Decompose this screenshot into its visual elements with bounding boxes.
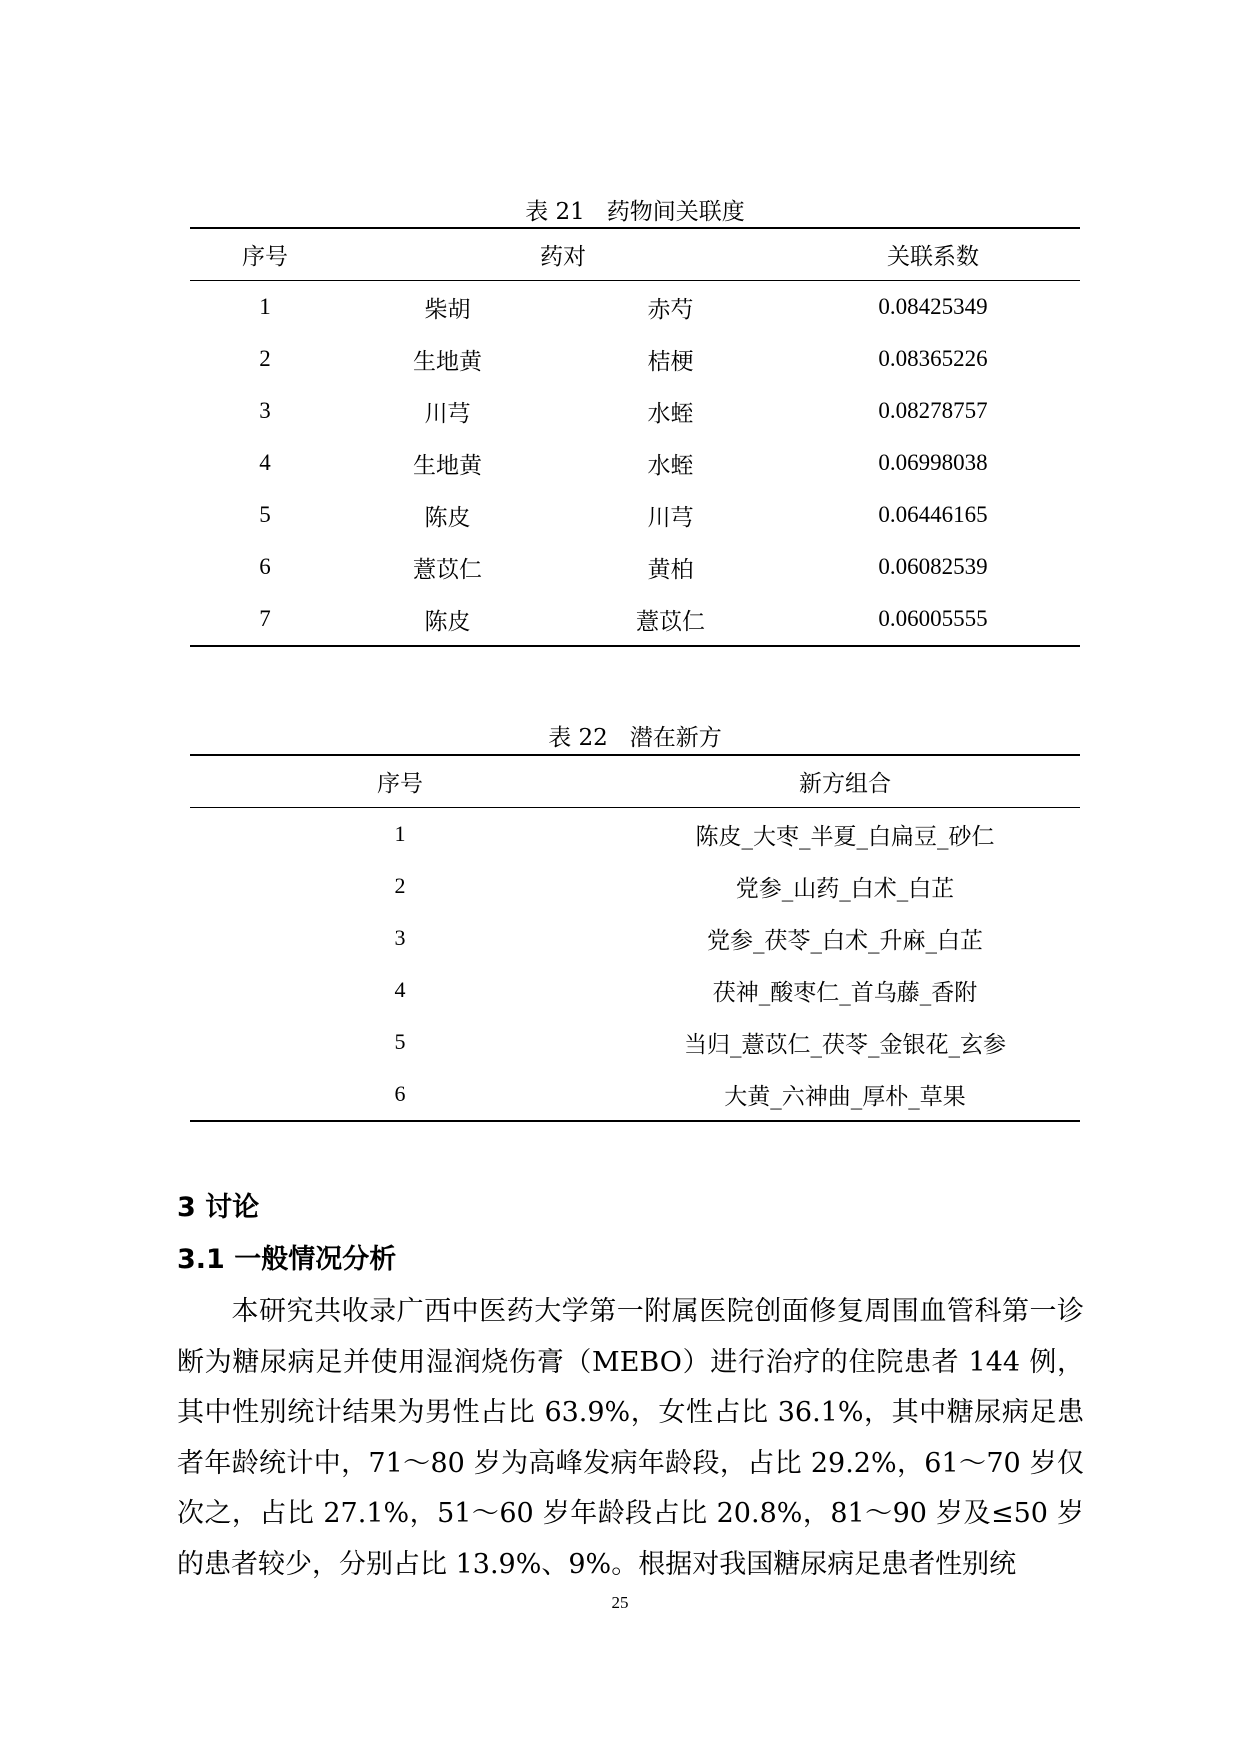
table-22: [190, 754, 1080, 1122]
col-header-formula: 新方组合: [610, 755, 1080, 808]
table-row: [190, 593, 1080, 646]
table-cell: 水蛭: [647, 400, 694, 427]
table-cell: 0.08425349: [878, 294, 988, 319]
table-cell: 6: [394, 1081, 406, 1106]
table-cell: 5: [259, 502, 271, 527]
table-row: [190, 281, 1080, 334]
table-cell: 0.08278757: [878, 398, 988, 423]
table-cell: 川芎: [424, 400, 471, 427]
table-row: [190, 1068, 1080, 1121]
table-cell: 赤芍: [647, 296, 694, 323]
table-cell: 2: [259, 346, 271, 371]
col-header-index: 序号: [190, 228, 340, 281]
table-header-row: [190, 228, 1080, 281]
table-22-caption: 表 22 潜在新方: [548, 725, 722, 751]
table-cell: 柴胡: [424, 296, 471, 323]
table-row: [190, 333, 1080, 385]
table-row: [190, 1016, 1080, 1068]
table-cell: 陈皮_大枣_半夏_白扁豆_砂仁: [695, 823, 995, 850]
table-cell: 党参_山药_白术_白芷: [735, 875, 955, 902]
table-cell: 1: [259, 294, 271, 319]
table-row: [190, 385, 1080, 437]
col-header-index: 序号: [190, 755, 610, 808]
table-cell: 薏苡仁: [413, 556, 482, 583]
body-paragraph: [177, 1287, 1084, 1591]
table-cell: 生地黄: [413, 452, 482, 479]
table-cell: 川芎: [647, 504, 694, 531]
table-cell: 4: [394, 977, 406, 1002]
col-header-coefficient: 关联系数: [786, 228, 1080, 281]
paragraph-text: 本研究共收录广西中医药大学第一附属医院创面修复周围血管科第一诊断为糖尿病足并使用湿润烧伤膏（MEBO）进行治疗的住院患者 144 例，其中性别统计结果为男性占比 63.9%，女性占比 36.1%，其中糖尿病足患者年龄统计中，71～80 岁为高峰发病年龄段，占比 29.2%，61～70 岁仅次之，占比 27.1%，51～60 岁年龄段占比 20.8%，81～90 岁及≤50 岁的患者较少，分别占比 13.9%、9%。根据对我国糖尿病足患者性别统: [177, 1296, 1084, 1580]
table-cell: 3: [394, 925, 406, 950]
table-header-row: [190, 755, 1080, 808]
table-row: [190, 541, 1080, 593]
table-cell: 4: [259, 450, 271, 475]
table-cell: 水蛭: [647, 452, 694, 479]
table-row: [190, 437, 1080, 489]
table-cell: 7: [259, 606, 271, 631]
table-cell: 0.06446165: [878, 502, 988, 527]
table-cell: 2: [394, 873, 406, 898]
table-cell: 0.08365226: [878, 346, 988, 371]
table-row: [190, 489, 1080, 541]
col-header-drug-pair: 药对: [340, 228, 786, 281]
table-cell: 陈皮: [424, 608, 471, 635]
table-cell: 生地黄: [413, 348, 482, 375]
table-cell: 大黄_六神曲_厚朴_草果: [724, 1083, 966, 1110]
table-cell: 0.06005555: [878, 606, 988, 631]
table-cell: 6: [259, 554, 271, 579]
table-cell: 薏苡仁: [636, 608, 705, 635]
table-cell: 桔梗: [647, 348, 694, 375]
table-row: [190, 808, 1080, 861]
table-cell: 陈皮: [424, 504, 471, 531]
table-cell: 党参_茯苓_白术_升麻_白芷: [707, 927, 983, 954]
section-heading: 3 讨论: [177, 1192, 260, 1223]
table-cell: 当归_薏苡仁_茯苓_金银花_玄参: [684, 1031, 1006, 1058]
table-cell: 0.06998038: [878, 450, 988, 475]
table-cell: 5: [394, 1029, 406, 1054]
table-cell: 黄柏: [647, 556, 694, 583]
table-cell: 茯神_酸枣仁_首乌藤_香附: [712, 979, 978, 1006]
table-21: [190, 227, 1080, 647]
table-row: [190, 964, 1080, 1016]
page-number: 25: [611, 1593, 629, 1612]
table-cell: 3: [259, 398, 271, 423]
table-cell: 1: [394, 821, 406, 846]
subsection-heading: 3.1 一般情况分析: [177, 1244, 397, 1275]
table-row: [190, 912, 1080, 964]
table-cell: 0.06082539: [878, 554, 988, 579]
table-21-caption: 表 21 药物间关联度: [525, 199, 745, 225]
table-row: [190, 860, 1080, 912]
